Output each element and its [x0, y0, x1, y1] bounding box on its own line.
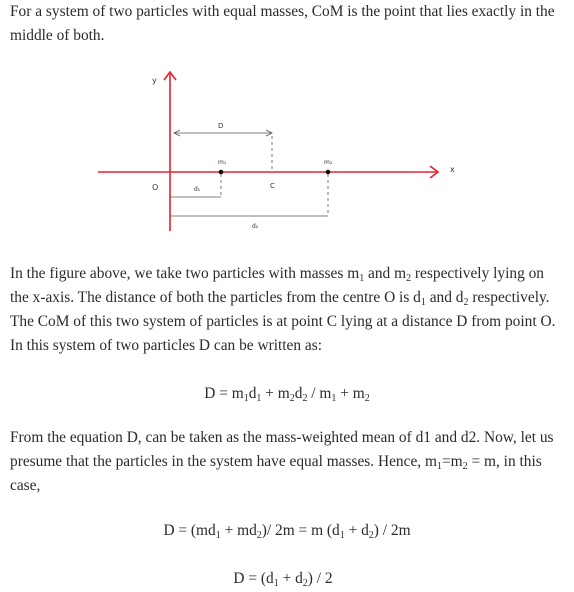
d1-label: d₁	[194, 186, 201, 193]
mass1-point	[219, 170, 224, 175]
y-axis-label: y	[152, 76, 157, 85]
mass2-point	[326, 170, 331, 175]
equal-mass-paragraph: From the equation D, can be taken as the mass-weighted mean of d1 and d2. Now, let us presume that the particles in the system have equal masses. Hence, $m_1=m_2 = m$, in this case,	[10, 429, 554, 494]
origin-label: O	[152, 183, 159, 192]
intro-paragraph: For a system of two particles with equal masses, CoM is the point that lies exactly in the middle of both.	[10, 3, 555, 44]
equation-midpoint: $D = (d_1 + d_2) / 2$	[233, 570, 333, 589]
equation-equal-mass: $D = (md_1 + md_2)/$ 2m = m $(d_1 + d_2) / 2m$	[163, 522, 411, 541]
com-diagram	[92, 66, 472, 236]
mass2-label: m₂	[324, 159, 333, 166]
x-axis-label: x	[450, 165, 455, 174]
centre-label: C	[270, 182, 275, 190]
figure-description-paragraph: In the figure above, we take two particles with masses $m_1$ and $m_2$ respectively lying on the x-axis. The distance of both the particles from the centre O is $d_1$ and $d_2$ respectively. The CoM of this two system of particles is at point C lying at a distance D from point O. In this system of two particles D can be written as:	[10, 265, 556, 354]
d2-label: d₂	[252, 223, 259, 230]
distance-D-label: D	[218, 122, 224, 130]
mass1-label: m₁	[218, 159, 227, 166]
equation-center-of-mass: $D = m_1d_1 + m_2d_2 / m_1 + m_2$	[204, 385, 370, 404]
